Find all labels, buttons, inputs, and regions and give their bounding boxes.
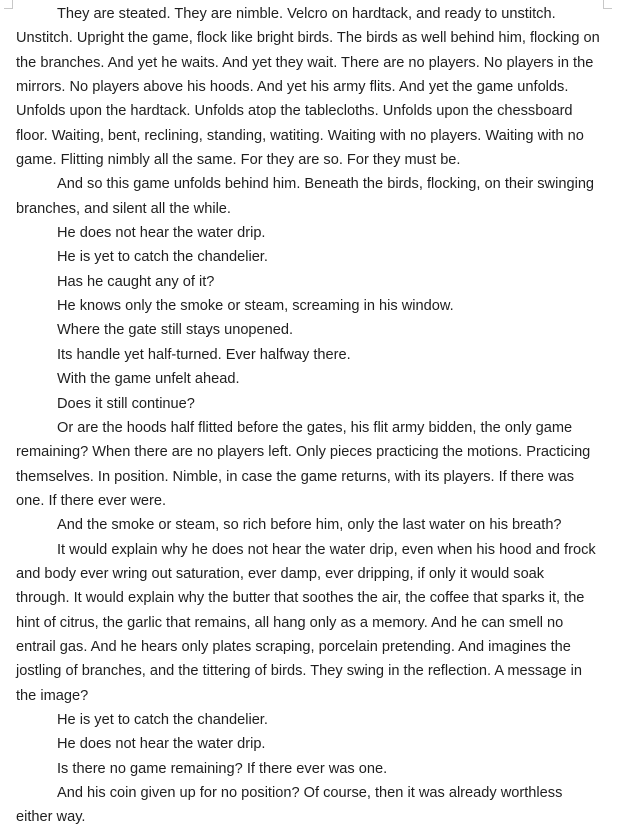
paragraph: And the smoke or steam, so rich before him, only the last water on his breath? — [57, 517, 562, 534]
paragraph: And so this game unfolds behind him. Beneath the birds, flocking, on their swinging branches, and silent all the while. — [16, 176, 595, 217]
paragraph: He does not hear the water drip. — [57, 225, 266, 242]
paragraph: With the game unfelt ahead. — [57, 371, 240, 388]
page-margin-marker-top-right — [603, 0, 612, 9]
paragraph: He knows only the smoke or steam, screaming in his window. — [57, 298, 454, 315]
paragraph: He is yet to catch the chandelier. — [57, 711, 268, 728]
document-body[interactable] — [16, 2, 600, 830]
paragraph: And his coin given up for no position? Of course, then it was already worthless either way. — [16, 785, 563, 826]
paragraph: Has he caught any of it? — [57, 273, 215, 290]
paragraph: He does not hear the water drip. — [57, 736, 266, 753]
paragraph: They are steated. They are nimble. Velcro on hardtack, and ready to unstitch. Unstitch. Upright the game, flock like bright birds. The birds as well behind him, flocking on the branches. And yet he waits. And yet they wait. There are no players. No players in the mirrors. No players above his hoods. And yet his army flits. And yet the game unfolds. Unfolds upon the hardtack. Unfolds atop the tablecloths. Unfolds upon the chessboard floor. Waiting, bent, reclining, standing, watiting. Waiting with no players. Waiting with no game. Flitting nimbly all the same. For they are so. For they must be. — [16, 6, 600, 169]
paragraph: He is yet to catch the chandelier. — [57, 249, 268, 266]
paragraph: Its handle yet half-turned. Ever halfway there. — [57, 346, 351, 363]
paragraph: Does it still continue? — [57, 395, 195, 412]
paragraph: Or are the hoods half flitted before the gates, his flit army bidden, the only game remaining? When there are no players left. Only pieces practicing the motions. Practicing themselves. In position. Nimble, in case the game returns, with its players. If there was one. If there ever were. — [16, 419, 591, 509]
paragraph: It would explain why he does not hear the water drip, even when his hood and frock and body ever wring out saturation, ever damp, ever dripping, if only it would soak through. It would explain why the butter that soothes the air, the coffee that sparks it, the hint of citrus, the garlic that remains, all hang only as a memory. And he can smell no entrail gas. And he hears only plates scraping, porcelain pretending. And imagines the jostling of branches, and the tittering of birds. They swing in the reflection. A message in the image? — [16, 541, 596, 704]
paragraph: Is there no game remaining? If there ever was one. — [57, 760, 388, 777]
page-margin-marker-top-left — [4, 0, 13, 9]
paragraph: Where the gate still stays unopened. — [57, 322, 294, 339]
